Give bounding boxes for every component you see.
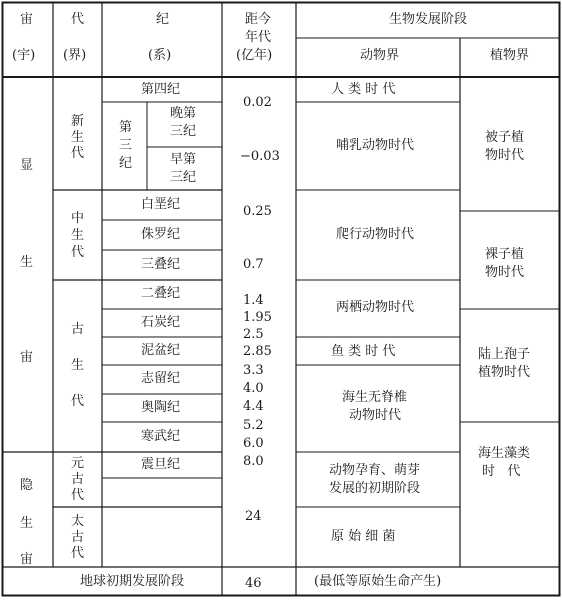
header-period-paren: (系) [148,48,172,63]
period-early-tertiary-line1: 早第 [170,152,197,167]
age-value: 0.02 [243,95,272,110]
age-value: 4.0 [243,381,264,396]
plant-angiosperm-line1: 被子植 [485,130,525,145]
period-cambrian: 寒武纪 [141,429,181,444]
animal-primitive-life: (最低等原始生命产生) [314,574,442,589]
age-value: 0.25 [243,204,272,219]
period-silurian: 志留纪 [141,371,181,386]
age-value: 3.3 [243,363,264,378]
period-tertiary-char: 纪 [119,156,133,171]
animal-invertebrate-line1: 海生无脊椎 [342,390,408,405]
header-age-line3: (亿年) [236,48,273,63]
header-age-line1: 距今 [245,12,272,27]
era-cenozoic-char: 生 [71,130,85,145]
eon-phanerozoic-char: 生 [20,255,34,270]
animal-amphibian-era: 两栖动物时代 [336,300,415,315]
period-jurassic: 侏罗纪 [141,227,181,242]
era-mesozoic-char: 代 [71,245,85,260]
period-permian: 二叠纪 [141,286,181,301]
animal-fish-era: 鱼 类 时 代 [331,344,396,359]
age-value: −0.03 [240,149,280,164]
plant-spore-line1: 陆上孢子 [478,347,531,362]
eon-phanerozoic-char: 显 [20,158,34,173]
header-period: 纪 [156,12,170,27]
plant-algae-line1: 海生藻类 [478,446,531,461]
age-value: 5.2 [243,418,264,433]
animal-budding-line2: 发展的初期阶段 [329,481,421,496]
age-value: 8.0 [243,454,264,469]
era-cenozoic-char: 新 [71,114,85,129]
period-devonian: 泥盆纪 [141,343,181,358]
period-carboniferous: 石炭纪 [141,315,181,330]
header-eon-paren: (宇) [12,48,36,63]
eon-phanerozoic-char: 宙 [20,350,34,365]
eon-cryptozoic-char: 生 [20,516,34,531]
animal-mammal-era: 哺乳动物时代 [336,138,415,153]
age-value: 24 [245,509,262,524]
era-mesozoic-char: 中 [71,211,85,226]
header-era-paren: (界) [63,48,87,63]
plant-spore-line2: 植物时代 [478,365,531,380]
header-age-line2: 年代 [245,30,272,45]
age-value: 0.7 [243,257,264,272]
period-late-tertiary-line2: 三纪 [170,124,197,139]
plant-gymnosperm-line1: 裸子植 [485,247,525,262]
period-late-tertiary-line1: 晚第 [170,106,197,121]
era-archean-char: 古 [71,530,85,545]
animal-human-era: 人 类 时 代 [331,82,396,97]
animal-invertebrate-line2: 动物时代 [349,408,402,423]
eon-cryptozoic-char: 宙 [20,552,34,567]
period-cretaceous: 白垩纪 [141,197,181,212]
header-era: 代 [71,12,85,27]
era-paleozoic-char: 生 [71,358,85,373]
era-paleozoic-char: 代 [71,394,85,409]
plant-angiosperm-line2: 物时代 [485,148,525,163]
period-quaternary: 第四纪 [141,82,181,97]
era-archean-char: 代 [71,546,85,561]
age-value: 1.95 [243,310,272,325]
period-tertiary-char: 三 [119,138,133,153]
age-value: 2.5 [243,327,264,342]
age-value: 46 [245,576,262,591]
period-earliest-stage: 地球初期发展阶段 [80,574,185,589]
eon-cryptozoic-char: 隐 [20,478,34,493]
header-plant: 植物界 [490,48,530,63]
era-archean-char: 太 [71,514,85,529]
plant-gymnosperm-line2: 物时代 [485,265,525,280]
era-proterozoic-char: 古 [71,472,85,487]
header-eon: 宙 [20,12,34,27]
era-mesozoic-char: 生 [71,228,85,243]
age-value: 6.0 [243,436,264,451]
period-ordovician: 奥陶纪 [141,400,181,415]
era-proterozoic-char: 元 [71,456,85,471]
age-value: 4.4 [243,399,264,414]
header-animal: 动物界 [360,48,400,63]
era-paleozoic-char: 古 [71,322,85,337]
period-early-tertiary-line2: 三纪 [170,170,197,185]
age-value: 1.4 [243,293,264,308]
animal-reptile-era: 爬行动物时代 [336,227,415,242]
era-cenozoic-char: 代 [71,146,85,161]
animal-budding-line1: 动物孕育、萌芽 [329,463,421,478]
period-triassic: 三叠纪 [141,257,181,272]
period-tertiary-char: 第 [119,120,133,135]
era-proterozoic-char: 代 [71,488,85,503]
age-value: 2.85 [243,344,272,359]
header-bio-stages: 生物发展阶段 [389,12,468,27]
period-sinian: 震旦纪 [141,457,181,472]
plant-algae-line2: 时 代 [482,464,521,479]
animal-primitive-bacteria: 原 始 细 菌 [331,529,396,544]
